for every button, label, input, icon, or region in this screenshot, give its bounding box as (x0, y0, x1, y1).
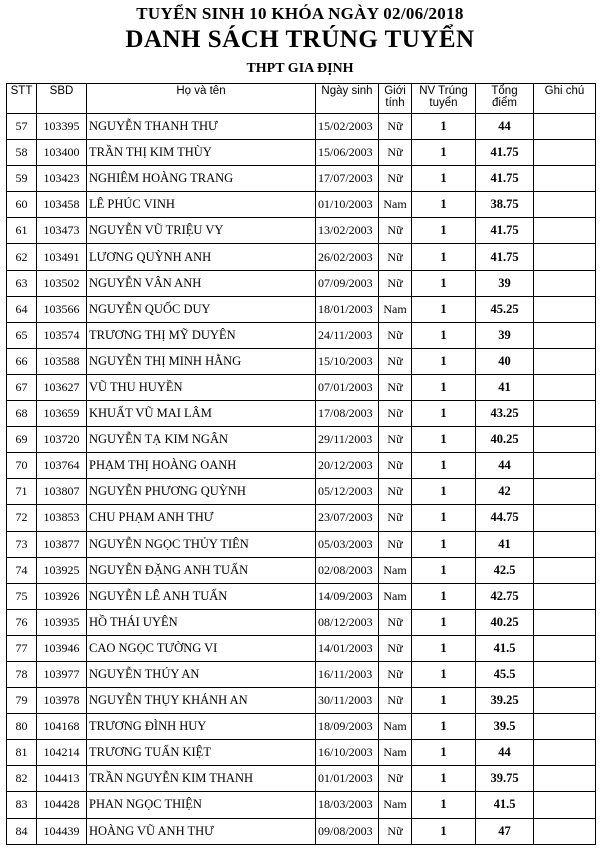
cell-gender: Nam (379, 740, 412, 766)
cell-score: 41.75 (476, 166, 534, 192)
cell-nv: 1 (412, 192, 476, 218)
cell-sbd: 103574 (37, 322, 87, 348)
cell-stt: 79 (7, 688, 37, 714)
cell-dob: 26/02/2003 (316, 244, 379, 270)
col-header-sbd: SBD (37, 84, 87, 114)
admission-table (6, 83, 596, 845)
cell-stt: 66 (7, 348, 37, 374)
cell-nv: 1 (412, 427, 476, 453)
table-row (7, 296, 596, 322)
cell-sbd: 104413 (37, 766, 87, 792)
cell-gender: Nam (379, 557, 412, 583)
cell-note (534, 818, 596, 844)
cell-name: NGUYỄN NGỌC THỦY TIÊN (87, 531, 316, 557)
cell-stt: 74 (7, 557, 37, 583)
cell-name: LƯƠNG QUỲNH ANH (87, 244, 316, 270)
cell-stt: 68 (7, 401, 37, 427)
cell-gender: Nam (379, 192, 412, 218)
cell-note (534, 714, 596, 740)
cell-nv: 1 (412, 714, 476, 740)
cell-dob: 01/01/2003 (316, 766, 379, 792)
table-row (7, 818, 596, 844)
cell-stt: 67 (7, 374, 37, 400)
cell-nv: 1 (412, 166, 476, 192)
cell-name: NGUYỄN QUỐC DUY (87, 296, 316, 322)
cell-gender: Nữ (379, 766, 412, 792)
cell-score: 41.75 (476, 140, 534, 166)
cell-dob: 07/09/2003 (316, 270, 379, 296)
cell-name: CHU PHẠM ANH THƯ (87, 505, 316, 531)
cell-gender: Nữ (379, 531, 412, 557)
cell-nv: 1 (412, 792, 476, 818)
cell-score: 39.5 (476, 714, 534, 740)
cell-stt: 57 (7, 114, 37, 140)
cell-note (534, 505, 596, 531)
cell-stt: 70 (7, 453, 37, 479)
cell-note (534, 322, 596, 348)
cell-note (534, 374, 596, 400)
cell-nv: 1 (412, 609, 476, 635)
cell-stt: 75 (7, 583, 37, 609)
cell-note (534, 140, 596, 166)
cell-score: 45.5 (476, 661, 534, 687)
cell-gender: Nữ (379, 635, 412, 661)
cell-score: 41.5 (476, 792, 534, 818)
cell-dob: 30/11/2003 (316, 688, 379, 714)
table-row (7, 453, 596, 479)
table-row (7, 427, 596, 453)
cell-gender: Nữ (379, 427, 412, 453)
cell-name: NGUYỄN ĐẶNG ANH TUẤN (87, 557, 316, 583)
cell-gender: Nữ (379, 374, 412, 400)
cell-gender: Nữ (379, 140, 412, 166)
cell-note (534, 609, 596, 635)
cell-name: NGUYỄN THANH THƯ (87, 114, 316, 140)
cell-stt: 60 (7, 192, 37, 218)
cell-name: NGUYỄN THỊ MINH HẰNG (87, 348, 316, 374)
cell-gender: Nữ (379, 270, 412, 296)
cell-score: 41.5 (476, 635, 534, 661)
cell-name: NGUYỄN THỤY KHÁNH AN (87, 688, 316, 714)
cell-sbd: 103473 (37, 218, 87, 244)
cell-stt: 84 (7, 818, 37, 844)
cell-note (534, 192, 596, 218)
table-row (7, 505, 596, 531)
cell-dob: 24/11/2003 (316, 322, 379, 348)
cell-name: TRẦN NGUYỄN KIM THANH (87, 766, 316, 792)
cell-note (534, 635, 596, 661)
cell-sbd: 104214 (37, 740, 87, 766)
table-row (7, 348, 596, 374)
cell-score: 41.75 (476, 218, 534, 244)
cell-gender: Nam (379, 296, 412, 322)
cell-gender: Nữ (379, 609, 412, 635)
cell-dob: 15/02/2003 (316, 114, 379, 140)
table-row (7, 270, 596, 296)
cell-name: NGUYỄN THÚY AN (87, 661, 316, 687)
table-row (7, 140, 596, 166)
cell-stt: 73 (7, 531, 37, 557)
table-row (7, 218, 596, 244)
cell-gender: Nữ (379, 322, 412, 348)
cell-sbd: 103627 (37, 374, 87, 400)
cell-nv: 1 (412, 531, 476, 557)
cell-note (534, 792, 596, 818)
cell-dob: 01/10/2003 (316, 192, 379, 218)
cell-note (534, 583, 596, 609)
table-row (7, 114, 596, 140)
cell-nv: 1 (412, 296, 476, 322)
table-row (7, 557, 596, 583)
cell-gender: Nữ (379, 348, 412, 374)
school-name: THPT GIA ĐỊNH (246, 61, 354, 76)
cell-gender: Nữ (379, 244, 412, 270)
cell-sbd: 103720 (37, 427, 87, 453)
cell-score: 41 (476, 531, 534, 557)
cell-dob: 17/07/2003 (316, 166, 379, 192)
table-row (7, 479, 596, 505)
cell-sbd: 103400 (37, 140, 87, 166)
cell-dob: 05/03/2003 (316, 531, 379, 557)
cell-nv: 1 (412, 635, 476, 661)
cell-gender: Nữ (379, 453, 412, 479)
cell-name: PHAN NGỌC THIỆN (87, 792, 316, 818)
table-row (7, 635, 596, 661)
cell-dob: 05/12/2003 (316, 479, 379, 505)
col-header-gender: Giới tính (379, 84, 412, 114)
cell-nv: 1 (412, 218, 476, 244)
cell-score: 42.75 (476, 583, 534, 609)
cell-score: 38.75 (476, 192, 534, 218)
table-row (7, 609, 596, 635)
cell-score: 41.75 (476, 244, 534, 270)
cell-score: 44.75 (476, 505, 534, 531)
cell-note (534, 401, 596, 427)
cell-score: 40.25 (476, 427, 534, 453)
cell-note (534, 348, 596, 374)
cell-stt: 83 (7, 792, 37, 818)
cell-stt: 69 (7, 427, 37, 453)
cell-sbd: 103877 (37, 531, 87, 557)
table-header-row (7, 84, 596, 114)
cell-note (534, 218, 596, 244)
cell-dob: 15/06/2003 (316, 140, 379, 166)
cell-note (534, 766, 596, 792)
table-row (7, 531, 596, 557)
cell-dob: 09/08/2003 (316, 818, 379, 844)
cell-name: NGUYỄN PHƯƠNG QUỲNH (87, 479, 316, 505)
cell-note (534, 427, 596, 453)
cell-note (534, 479, 596, 505)
cell-score: 39 (476, 270, 534, 296)
cell-stt: 78 (7, 661, 37, 687)
table-row (7, 583, 596, 609)
cell-sbd: 103491 (37, 244, 87, 270)
cell-stt: 62 (7, 244, 37, 270)
cell-gender: Nam (379, 583, 412, 609)
cell-note (534, 740, 596, 766)
cell-sbd: 103764 (37, 453, 87, 479)
cell-gender: Nữ (379, 661, 412, 687)
cell-nv: 1 (412, 740, 476, 766)
cell-sbd: 103926 (37, 583, 87, 609)
cell-gender: Nữ (379, 479, 412, 505)
cell-score: 43.25 (476, 401, 534, 427)
cell-score: 44 (476, 740, 534, 766)
cell-name: TRƯƠNG ĐÌNH HUY (87, 714, 316, 740)
cell-sbd: 103588 (37, 348, 87, 374)
cell-stt: 77 (7, 635, 37, 661)
table-row (7, 192, 596, 218)
cell-nv: 1 (412, 453, 476, 479)
cell-nv: 1 (412, 374, 476, 400)
cell-dob: 20/12/2003 (316, 453, 379, 479)
cell-gender: Nam (379, 714, 412, 740)
cell-note (534, 688, 596, 714)
cell-stt: 65 (7, 322, 37, 348)
table-row (7, 166, 596, 192)
cell-gender: Nữ (379, 114, 412, 140)
table-row (7, 374, 596, 400)
cell-sbd: 104439 (37, 818, 87, 844)
cell-name: LÊ PHÚC VINH (87, 192, 316, 218)
cell-score: 39.75 (476, 766, 534, 792)
cell-nv: 1 (412, 244, 476, 270)
cell-sbd: 103458 (37, 192, 87, 218)
table-row (7, 401, 596, 427)
cell-gender: Nữ (379, 166, 412, 192)
cell-nv: 1 (412, 348, 476, 374)
cell-dob: 14/01/2003 (316, 635, 379, 661)
table-row (7, 244, 596, 270)
cell-nv: 1 (412, 661, 476, 687)
cell-stt: 80 (7, 714, 37, 740)
cell-dob: 14/09/2003 (316, 583, 379, 609)
cell-dob: 08/12/2003 (316, 609, 379, 635)
cell-note (534, 531, 596, 557)
cell-dob: 16/11/2003 (316, 661, 379, 687)
cell-dob: 07/01/2003 (316, 374, 379, 400)
cell-note (534, 114, 596, 140)
cell-sbd: 103566 (37, 296, 87, 322)
cell-score: 42 (476, 479, 534, 505)
cell-nv: 1 (412, 818, 476, 844)
cell-name: PHẠM THỊ HOÀNG OANH (87, 453, 316, 479)
cell-name: TRƯƠNG TUẤN KIỆT (87, 740, 316, 766)
cell-stt: 76 (7, 609, 37, 635)
cell-name: NGUYỄN TẠ KIM NGÂN (87, 427, 316, 453)
cell-note (534, 166, 596, 192)
cell-dob: 16/10/2003 (316, 740, 379, 766)
cell-sbd: 104168 (37, 714, 87, 740)
cell-name: TRƯƠNG THỊ MỸ DUYÊN (87, 322, 316, 348)
cell-gender: Nữ (379, 818, 412, 844)
col-header-note: Ghi chú (534, 84, 596, 114)
cell-stt: 61 (7, 218, 37, 244)
cell-gender: Nam (379, 792, 412, 818)
cell-sbd: 103935 (37, 609, 87, 635)
cell-sbd: 104428 (37, 792, 87, 818)
cell-note (534, 296, 596, 322)
table-row (7, 792, 596, 818)
table-row (7, 766, 596, 792)
cell-gender: Nữ (379, 505, 412, 531)
cell-stt: 59 (7, 166, 37, 192)
cell-name: NGUYỄN VŨ TRIỆU VY (87, 218, 316, 244)
cell-dob: 13/02/2003 (316, 218, 379, 244)
cell-name: HOÀNG VŨ ANH THƯ (87, 818, 316, 844)
table-row (7, 322, 596, 348)
cell-gender: Nữ (379, 218, 412, 244)
cell-name: KHUẤT VŨ MAI LÂM (87, 401, 316, 427)
cell-nv: 1 (412, 583, 476, 609)
cell-score: 40 (476, 348, 534, 374)
cell-sbd: 103925 (37, 557, 87, 583)
cell-score: 39 (476, 322, 534, 348)
cell-sbd: 103502 (37, 270, 87, 296)
cell-dob: 15/10/2003 (316, 348, 379, 374)
cell-note (534, 661, 596, 687)
cell-name: VŨ THU HUYỀN (87, 374, 316, 400)
table-row (7, 688, 596, 714)
cell-sbd: 103853 (37, 505, 87, 531)
table-row (7, 714, 596, 740)
cell-name: NGUYỄN LÊ ANH TUẤN (87, 583, 316, 609)
table-row (7, 740, 596, 766)
cell-sbd: 103423 (37, 166, 87, 192)
cell-dob: 17/08/2003 (316, 401, 379, 427)
cell-nv: 1 (412, 140, 476, 166)
cell-stt: 64 (7, 296, 37, 322)
cell-score: 40.25 (476, 609, 534, 635)
cell-name: TRẦN THỊ KIM THÙY (87, 140, 316, 166)
cell-stt: 58 (7, 140, 37, 166)
col-header-dob: Ngày sinh (316, 84, 379, 114)
cell-nv: 1 (412, 557, 476, 583)
cell-stt: 71 (7, 479, 37, 505)
cell-gender: Nữ (379, 688, 412, 714)
cell-nv: 1 (412, 688, 476, 714)
cell-stt: 72 (7, 505, 37, 531)
col-header-nv: NV Trúng tuyển (412, 84, 476, 114)
cell-dob: 02/08/2003 (316, 557, 379, 583)
col-header-score: Tổng điểm (476, 84, 534, 114)
cell-stt: 82 (7, 766, 37, 792)
cell-note (534, 270, 596, 296)
cell-dob: 18/09/2003 (316, 714, 379, 740)
cell-dob: 23/07/2003 (316, 505, 379, 531)
cell-dob: 18/03/2003 (316, 792, 379, 818)
cell-stt: 81 (7, 740, 37, 766)
cell-sbd: 103659 (37, 401, 87, 427)
cell-nv: 1 (412, 766, 476, 792)
cell-nv: 1 (412, 270, 476, 296)
cell-name: HỒ THÁI UYÊN (87, 609, 316, 635)
cell-gender: Nữ (379, 401, 412, 427)
col-header-name: Họ và tên (87, 84, 316, 114)
cell-nv: 1 (412, 322, 476, 348)
cell-name: NGUYỄN VÂN ANH (87, 270, 316, 296)
cell-score: 42.5 (476, 557, 534, 583)
document-title: TUYỂN SINH 10 KHÓA NGÀY 02/06/2018 (136, 4, 464, 23)
col-header-stt: STT (7, 84, 37, 114)
cell-score: 45.25 (476, 296, 534, 322)
cell-score: 47 (476, 818, 534, 844)
cell-name: CAO NGỌC TƯỜNG VI (87, 635, 316, 661)
cell-sbd: 103946 (37, 635, 87, 661)
cell-score: 41 (476, 374, 534, 400)
cell-sbd: 103978 (37, 688, 87, 714)
cell-note (534, 453, 596, 479)
cell-score: 44 (476, 114, 534, 140)
cell-name: NGHIÊM HOÀNG TRANG (87, 166, 316, 192)
cell-note (534, 557, 596, 583)
cell-nv: 1 (412, 114, 476, 140)
cell-score: 39.25 (476, 688, 534, 714)
cell-score: 44 (476, 453, 534, 479)
cell-note (534, 244, 596, 270)
list-heading: DANH SÁCH TRÚNG TUYỂN (125, 26, 475, 53)
cell-nv: 1 (412, 479, 476, 505)
cell-nv: 1 (412, 401, 476, 427)
cell-dob: 29/11/2003 (316, 427, 379, 453)
cell-sbd: 103395 (37, 114, 87, 140)
cell-dob: 18/01/2003 (316, 296, 379, 322)
cell-sbd: 103977 (37, 661, 87, 687)
cell-stt: 63 (7, 270, 37, 296)
cell-sbd: 103807 (37, 479, 87, 505)
table-row (7, 661, 596, 687)
cell-nv: 1 (412, 505, 476, 531)
